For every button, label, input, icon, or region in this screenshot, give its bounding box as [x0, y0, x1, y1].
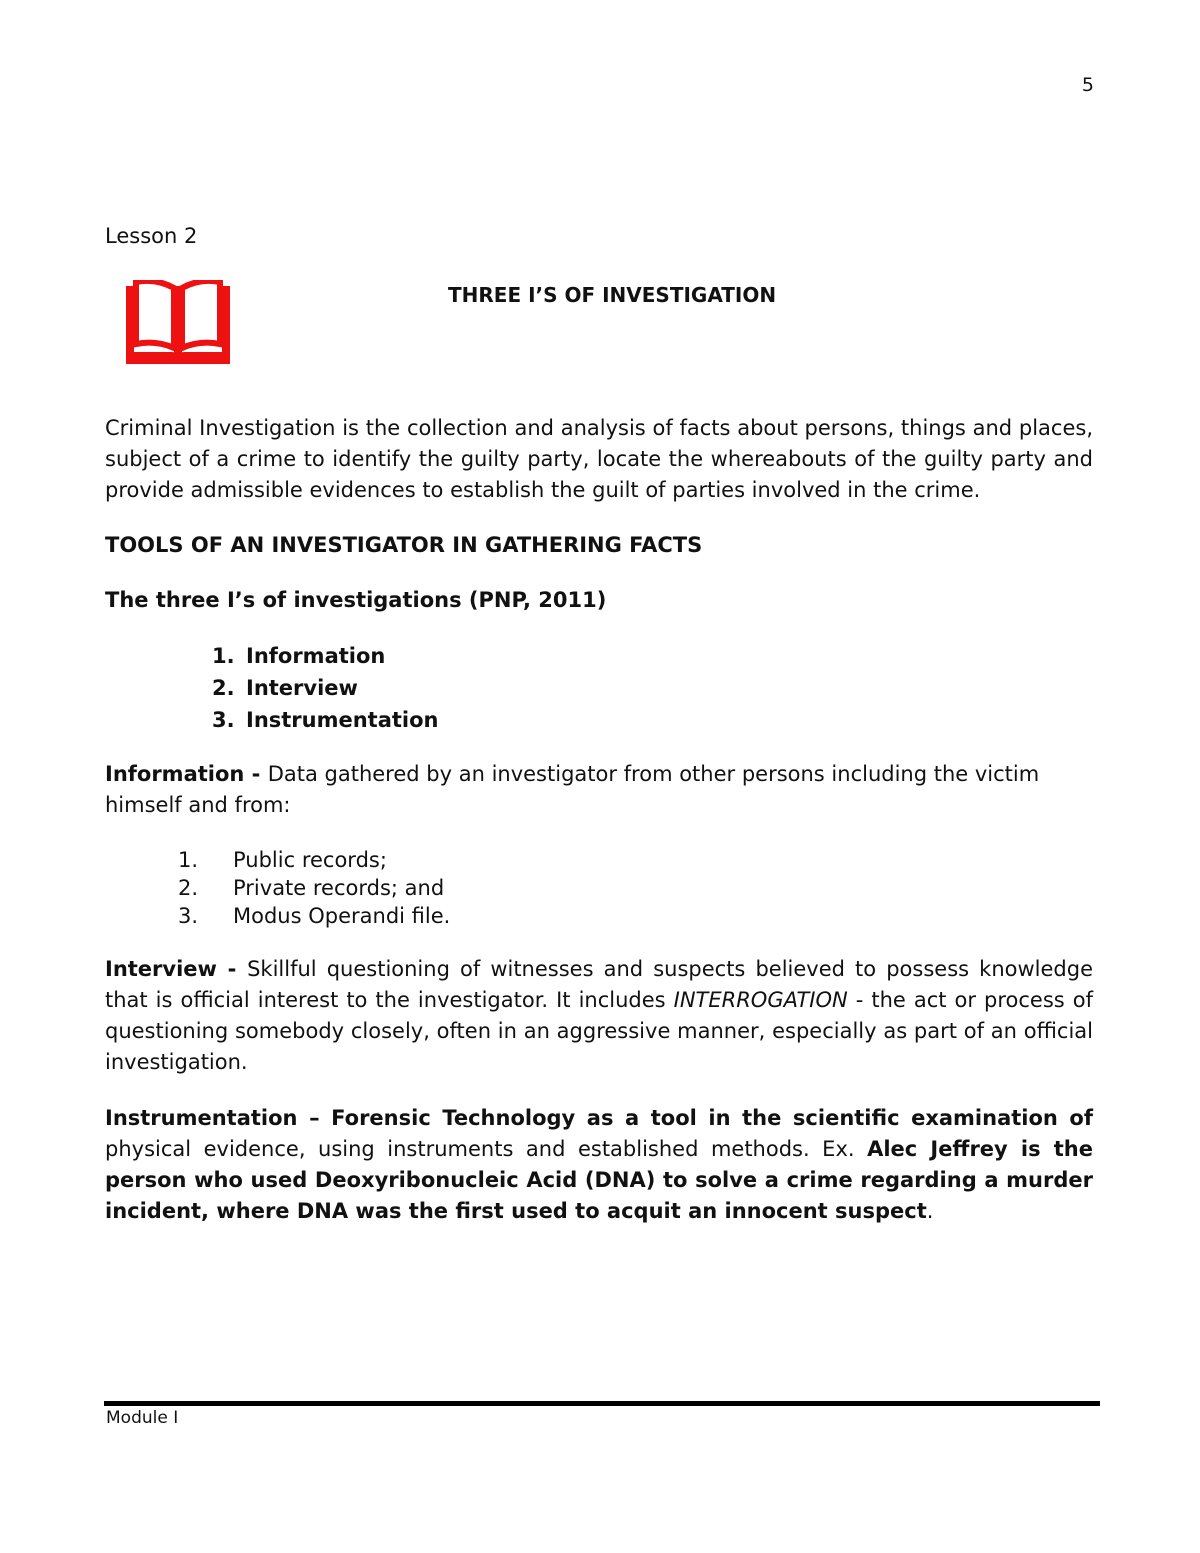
interrogation-emphasis: INTERROGATION	[673, 988, 848, 1012]
list-item: 2. Private records; and	[178, 876, 445, 900]
page-number: 5	[1081, 74, 1094, 96]
list-item: 3. Instrumentation	[212, 708, 439, 732]
tools-heading: TOOLS OF AN INVESTIGATOR IN GATHERING FACTS	[105, 533, 703, 557]
interview-term: Interview	[105, 957, 217, 981]
three-is-heading: The three I’s of investigations (PNP, 2011)	[105, 588, 607, 612]
definition-paragraph: Criminal Investigation is the collection and analysis of facts about persons, things and places, subject of a crime to identify the guilty party, locate the whereabouts of the guilty party and provide admissible evidences to establish the guilt of parties involved in the crime.	[105, 416, 1093, 502]
instrumentation-paragraph: Instrumentation – Forensic Technology as a tool in the scientific examination of physical evidence, using instruments and established methods. Ex. Alec Jeffrey is the person who used Deoxyribonucleic Acid (DNA) to solve a crime regarding a murder incident, where DNA was the first used to acquit an innocent suspect.	[105, 1106, 1093, 1223]
interview-paragraph: Interview - Skillful questioning of witnesses and suspects believed to possess knowledge that is official interest to the investigator. It includes INTERROGATION - the act or process of questioning somebody closely, often in an aggressive manner, especially as part of an official investigation.	[105, 957, 1093, 1074]
page-title: THREE I’S OF INVESTIGATION	[448, 283, 777, 307]
list-item: 1. Information	[212, 644, 386, 668]
information-sources-list	[178, 846, 450, 930]
footer-divider	[104, 1401, 1100, 1406]
list-item: 2. Interview	[212, 676, 358, 700]
information-paragraph: Information - Data gathered by an investigator from other persons including the victim himself and from:	[105, 762, 1040, 817]
lesson-label: Lesson 2	[105, 224, 198, 248]
open-book-icon	[124, 280, 232, 364]
list-item: 1. Public records;	[178, 848, 387, 872]
three-is-list	[212, 640, 439, 736]
information-term: Information	[105, 762, 245, 786]
footer-module-label: Module I	[106, 1408, 179, 1428]
list-item: 3. Modus Operandi file.	[178, 904, 451, 928]
instrumentation-term: Instrumentation	[105, 1106, 298, 1130]
